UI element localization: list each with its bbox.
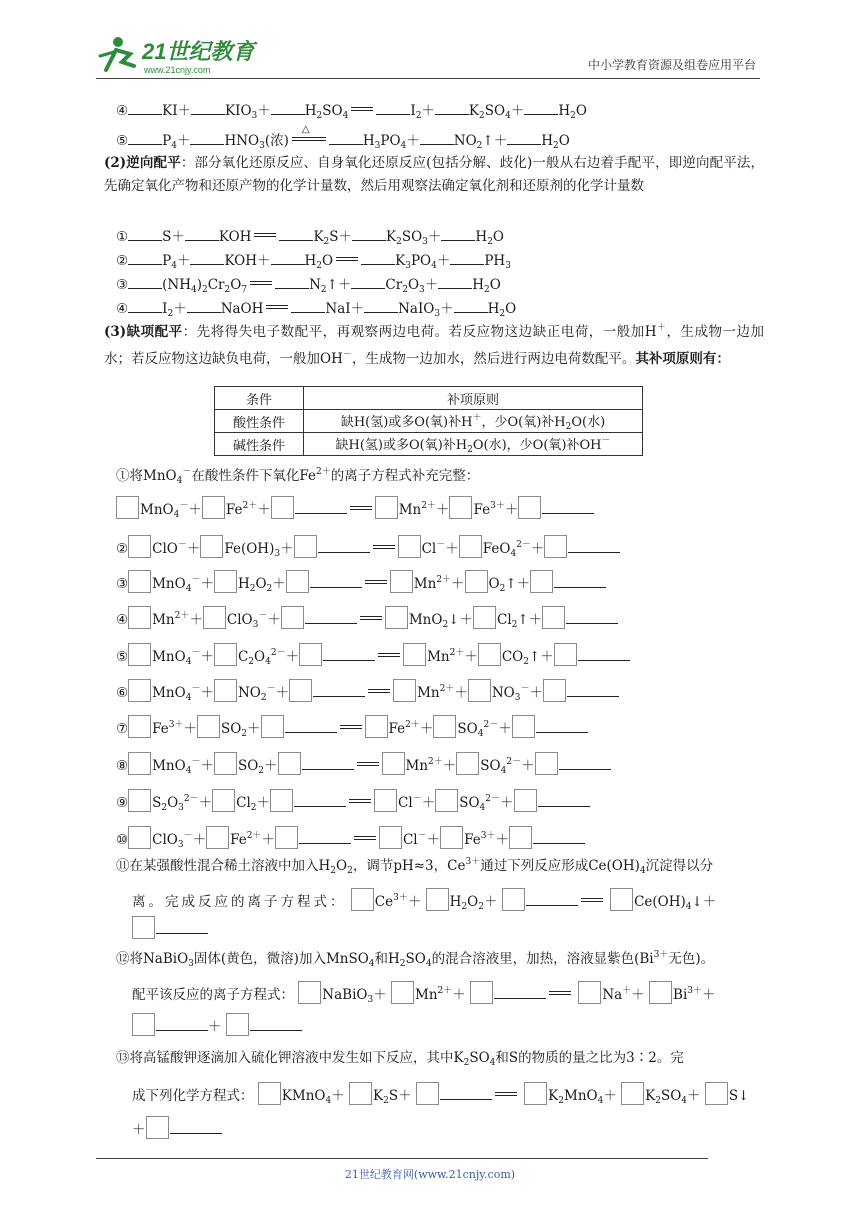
answer-box[interactable] bbox=[502, 888, 525, 911]
equation-number: ⑦ bbox=[116, 721, 129, 737]
eq-s2-1: ① S＋ KOH $K_2S+ K_2SO_3+ H_2O$ bbox=[116, 225, 504, 247]
answer-box[interactable] bbox=[535, 752, 558, 775]
q11-line3 bbox=[132, 916, 208, 939]
equation-number: ④ bbox=[116, 612, 129, 628]
answer-box[interactable] bbox=[530, 570, 553, 593]
answer-box[interactable] bbox=[226, 1013, 249, 1036]
balance-equation-2: ② $ClO^-+ Fe(OH)_3+ Cl^-+ FeO_4^{2-}+$ bbox=[116, 535, 620, 559]
q13-line3: ＋ bbox=[132, 1116, 222, 1139]
answer-box[interactable] bbox=[128, 752, 151, 775]
answer-box[interactable] bbox=[299, 643, 322, 666]
answer-blank[interactable] bbox=[578, 646, 630, 661]
answer-box[interactable] bbox=[468, 679, 491, 702]
equation-number: ③ bbox=[116, 576, 129, 592]
answer-blank[interactable] bbox=[536, 718, 588, 733]
q13-line2: 成下列化学方程式： KMnO$_4$＋ $K_2S+ K_2MnO_4+ K_2SO_4+$ S↓ bbox=[132, 1082, 749, 1106]
answer-box[interactable] bbox=[374, 789, 397, 812]
logo-url: www.21cnjy.com bbox=[144, 65, 211, 75]
table-cell: 缺H(氢)或多O(氧)补H＋，少O(氧)补$H_2O$(水) bbox=[304, 410, 643, 433]
answer-blank[interactable] bbox=[542, 499, 594, 514]
answer-box[interactable] bbox=[128, 679, 151, 702]
answer-blank[interactable] bbox=[285, 718, 337, 733]
eq-s2-3: ③ $(NH_4)_2Cr_2O_7$ $N_2↑+ Cr_2O_3+ H_2O$ bbox=[116, 273, 501, 295]
q13-line1: ⑬将高锰酸钾逐滴加入硫化钾溶液中发生如下反应，其中$K_2SO_4$和S的物质的量之比为3∶2。完 bbox=[116, 1050, 684, 1068]
answer-box[interactable] bbox=[385, 606, 408, 629]
logo-text: 21世纪教育 bbox=[142, 39, 255, 64]
balance-equation-4: ④ $Mn^{2+}+ ClO_3^-+$ MnO$_2$↓＋ $Cl_2↑+$ bbox=[116, 606, 618, 630]
answer-box[interactable] bbox=[578, 981, 601, 1004]
answer-blank[interactable] bbox=[323, 646, 375, 661]
equation-number: ⑥ bbox=[116, 685, 129, 701]
table-header-cell: 补项原则 bbox=[304, 387, 643, 410]
answer-box[interactable] bbox=[375, 496, 398, 519]
answer-box[interactable] bbox=[649, 981, 672, 1004]
eq-s1-4: ④ $KI+ KIO_3+ H_2SO_4$ $I_2+ K_2SO_4+ H_2O$ bbox=[116, 99, 587, 121]
answer-blank[interactable] bbox=[554, 573, 606, 588]
answer-box[interactable] bbox=[433, 715, 456, 738]
answer-box[interactable] bbox=[382, 752, 405, 775]
answer-box[interactable] bbox=[518, 496, 541, 519]
answer-box[interactable] bbox=[416, 1082, 439, 1105]
balance-equation-6: ⑥ $MnO_4^-+ NO_2^-+ Mn^{2+}+ NO_3^-+$ bbox=[116, 679, 619, 703]
balance-equation-7: ⑦ $Fe^{3+}+ SO_2+ Fe^{2+}+ SO_4^{2-}+$ bbox=[116, 715, 588, 739]
footer-divider bbox=[96, 1158, 708, 1159]
answer-box[interactable] bbox=[202, 496, 225, 519]
answer-box[interactable] bbox=[206, 826, 229, 849]
site-logo bbox=[96, 32, 296, 76]
answer-blank[interactable] bbox=[310, 573, 362, 588]
answer-box[interactable] bbox=[459, 535, 482, 558]
answer-box[interactable] bbox=[271, 496, 294, 519]
supplement-rules-table bbox=[214, 386, 643, 456]
table-cell: 缺H(氢)或多O(氧)补$H_2O$(水)，少O(氧)补OH－ bbox=[304, 433, 643, 456]
eq-s2-2: ② $P_4+ KOH+ H_2O$ $K_3PO_4+ PH_3$ bbox=[116, 249, 511, 271]
answer-box[interactable] bbox=[403, 643, 426, 666]
answer-box[interactable] bbox=[705, 1082, 728, 1105]
answer-blank[interactable] bbox=[318, 538, 370, 553]
answer-box[interactable] bbox=[349, 1082, 372, 1105]
answer-box[interactable] bbox=[132, 916, 155, 939]
answer-box[interactable] bbox=[275, 826, 298, 849]
answer-blank[interactable] bbox=[566, 609, 618, 624]
answer-blank[interactable] bbox=[156, 919, 208, 934]
answer-box[interactable] bbox=[128, 826, 151, 849]
answer-blank[interactable] bbox=[170, 1119, 222, 1134]
answer-box[interactable] bbox=[470, 981, 493, 1004]
page-header bbox=[96, 30, 760, 78]
answer-blank[interactable] bbox=[567, 682, 619, 697]
answer-box[interactable] bbox=[200, 535, 223, 558]
q11-line1: ⑪在某强酸性混合稀土溶液中加入$H_2O_2$，调节pH≈3，$Ce^{3+}$通过下列反应形成$Ce(OH)_4$沉淀得以分 bbox=[116, 857, 714, 876]
answer-box[interactable] bbox=[398, 535, 421, 558]
answer-box[interactable] bbox=[128, 606, 151, 629]
q12-line1: ⑫将NaBiO$_3$固体(黄色，微溶)加入MnSO$_4$和$H_2SO_4$的混合溶液里，加热，溶液显紫色($Bi^{3+}$无色)。 bbox=[116, 950, 715, 969]
answer-box[interactable] bbox=[128, 643, 151, 666]
answer-box[interactable] bbox=[258, 1082, 281, 1105]
answer-box[interactable] bbox=[524, 1082, 547, 1105]
table-row bbox=[215, 433, 643, 456]
answer-blank[interactable] bbox=[568, 538, 620, 553]
answer-blank[interactable] bbox=[302, 755, 354, 770]
answer-box[interactable] bbox=[128, 570, 151, 593]
answer-blank[interactable] bbox=[313, 682, 365, 697]
answer-box[interactable] bbox=[391, 981, 414, 1004]
answer-box[interactable] bbox=[514, 789, 537, 812]
answer-box[interactable] bbox=[465, 570, 488, 593]
answer-box[interactable] bbox=[214, 643, 237, 666]
answer-blank[interactable] bbox=[494, 984, 546, 999]
equation-number: ⑧ bbox=[116, 758, 129, 774]
q12-line3: ＋ bbox=[132, 1013, 302, 1036]
balance-equation-5: ⑤ $MnO_4^-+ C_2O_4^{2-}+ Mn^{2+}+$ $CO_2↑+$ bbox=[116, 643, 630, 667]
eq-s2-4: ④ $I_2+$ NaOH NaI＋ NaIO$_3$＋ $H_2O$ bbox=[116, 297, 516, 319]
footer-text: 21世纪教育网(www.21cnjy.com) bbox=[344, 1168, 516, 1181]
answer-box[interactable] bbox=[365, 715, 388, 738]
answer-box[interactable] bbox=[393, 679, 416, 702]
answer-box[interactable] bbox=[212, 789, 235, 812]
answer-box[interactable] bbox=[351, 888, 374, 911]
answer-box[interactable] bbox=[509, 826, 532, 849]
answer-box[interactable] bbox=[426, 888, 449, 911]
answer-blank[interactable] bbox=[440, 1085, 492, 1100]
balance-equation-10: ⑩ $ClO_3^-+ Fe^{2+}+ Cl^-+ Fe^{3+}+$ bbox=[116, 826, 585, 850]
table-cell: 酸性条件 bbox=[215, 410, 304, 433]
platform-title: 中小学教育资源及组卷应用平台 bbox=[587, 58, 756, 72]
answer-box[interactable] bbox=[390, 570, 413, 593]
answer-box[interactable] bbox=[379, 826, 402, 849]
equation-number: ② bbox=[116, 541, 129, 557]
answer-box[interactable] bbox=[197, 715, 220, 738]
answer-box[interactable] bbox=[128, 715, 151, 738]
answer-box[interactable] bbox=[478, 643, 501, 666]
answer-blank[interactable] bbox=[299, 829, 351, 844]
answer-box[interactable] bbox=[214, 752, 237, 775]
balance-equation-3: ③ $MnO_4^-+ H_2O_2+ Mn^{2+}+$ $O_2↑+$ bbox=[116, 570, 606, 594]
answer-blank[interactable] bbox=[305, 609, 357, 624]
answer-box[interactable] bbox=[473, 606, 496, 629]
answer-blank[interactable] bbox=[156, 1016, 208, 1031]
balance-equation-8: ⑧ $MnO_4^-+ SO_2+ Mn^{2+}+ SO_4^{2-}+$ bbox=[116, 752, 611, 776]
answer-blank[interactable] bbox=[250, 1016, 302, 1031]
eq-s1-5: ⑤ $P_4+ HNO_3$(浓) △ $H_3PO_4+$ $NO_2↑+ H_2O$ bbox=[116, 124, 570, 151]
q1-intro: ①将MnO$_4$－在酸性条件下氧化$Fe^{2+}$的离子方程式补充完整： bbox=[116, 467, 480, 486]
answer-box[interactable] bbox=[610, 888, 633, 911]
equation-number: ⑤ bbox=[116, 649, 129, 665]
answer-blank[interactable] bbox=[559, 755, 611, 770]
answer-box[interactable] bbox=[289, 679, 312, 702]
heat-symbol: △ bbox=[301, 124, 310, 135]
table-header-row bbox=[215, 387, 643, 410]
answer-box[interactable] bbox=[281, 606, 304, 629]
answer-box[interactable] bbox=[146, 1116, 169, 1139]
answer-box[interactable] bbox=[542, 606, 565, 629]
answer-blank[interactable] bbox=[538, 792, 590, 807]
answer-box[interactable] bbox=[128, 535, 151, 558]
section3-intro: (3)缺项配平：先将得失电子数配平，再观察两边电荷。若反应物这边缺正电荷，一般加H＋，生成物一边加水；若反应物这边缺负电荷，一般加OH－，生成物一边加水，然后进行两边电荷数配平。其补项原则有： bbox=[104, 323, 764, 367]
answer-blank[interactable] bbox=[526, 891, 578, 906]
header-divider bbox=[96, 78, 760, 79]
answer-blank[interactable] bbox=[295, 499, 347, 514]
balance-equation-9: ⑨ $S_2O_3^{2-}+ Cl_2+ Cl^-+ SO_4^{2-}+$ bbox=[116, 789, 590, 813]
answer-box[interactable] bbox=[554, 643, 577, 666]
answer-box[interactable] bbox=[621, 1082, 644, 1105]
section3-label: (3)缺项配平 bbox=[104, 324, 183, 340]
section2-label: (2)逆向配平 bbox=[104, 155, 181, 171]
table-cell: 碱性条件 bbox=[215, 433, 304, 456]
answer-blank[interactable] bbox=[294, 792, 346, 807]
answer-box[interactable] bbox=[203, 606, 226, 629]
balance-equation-1: $MnO_4^-+ Fe^{2+}+ Mn^{2+}+ Fe^{3+}+$ bbox=[116, 496, 594, 520]
answer-box[interactable] bbox=[128, 789, 151, 812]
answer-box[interactable] bbox=[214, 679, 237, 702]
answer-box[interactable] bbox=[456, 752, 479, 775]
table-header-cell: 条件 bbox=[215, 387, 304, 410]
equation-number: ⑩ bbox=[116, 832, 129, 848]
answer-box[interactable] bbox=[544, 535, 567, 558]
table-row bbox=[215, 410, 643, 433]
answer-box[interactable] bbox=[278, 752, 301, 775]
q11-line2: 离。完成反应的离子方程式： $Ce^{3+}+ H_2O_2+$ $Ce(OH)_4↓+$ bbox=[132, 888, 716, 912]
answer-box[interactable] bbox=[440, 826, 463, 849]
answer-blank[interactable] bbox=[533, 829, 585, 844]
section2-intro: (2)逆向配平：部分氧化还原反应、自身氧化还原反应(包括分解、歧化)一般从右边着手配平，即逆向配平法，先确定氧化产物和还原产物的化学计量数，然后用观察法确定氧化剂和还原剂的化学计量数 bbox=[104, 155, 764, 194]
answer-box[interactable] bbox=[512, 715, 535, 738]
answer-box[interactable] bbox=[298, 981, 321, 1004]
answer-box[interactable] bbox=[294, 535, 317, 558]
answer-box[interactable] bbox=[270, 789, 293, 812]
answer-box[interactable] bbox=[116, 496, 139, 519]
answer-box[interactable] bbox=[286, 570, 309, 593]
answer-box[interactable] bbox=[543, 679, 566, 702]
answer-box[interactable] bbox=[449, 496, 472, 519]
answer-box[interactable] bbox=[261, 715, 284, 738]
q12-line2: 配平该反应的离子方程式： NaBiO$_3$＋ $Mn^{2+}+ Na^++ Bi^{3+}+$ bbox=[132, 981, 716, 1005]
answer-box[interactable] bbox=[132, 1013, 155, 1036]
answer-box[interactable] bbox=[214, 570, 237, 593]
answer-box[interactable] bbox=[435, 789, 458, 812]
equation-number: ⑨ bbox=[116, 795, 129, 811]
